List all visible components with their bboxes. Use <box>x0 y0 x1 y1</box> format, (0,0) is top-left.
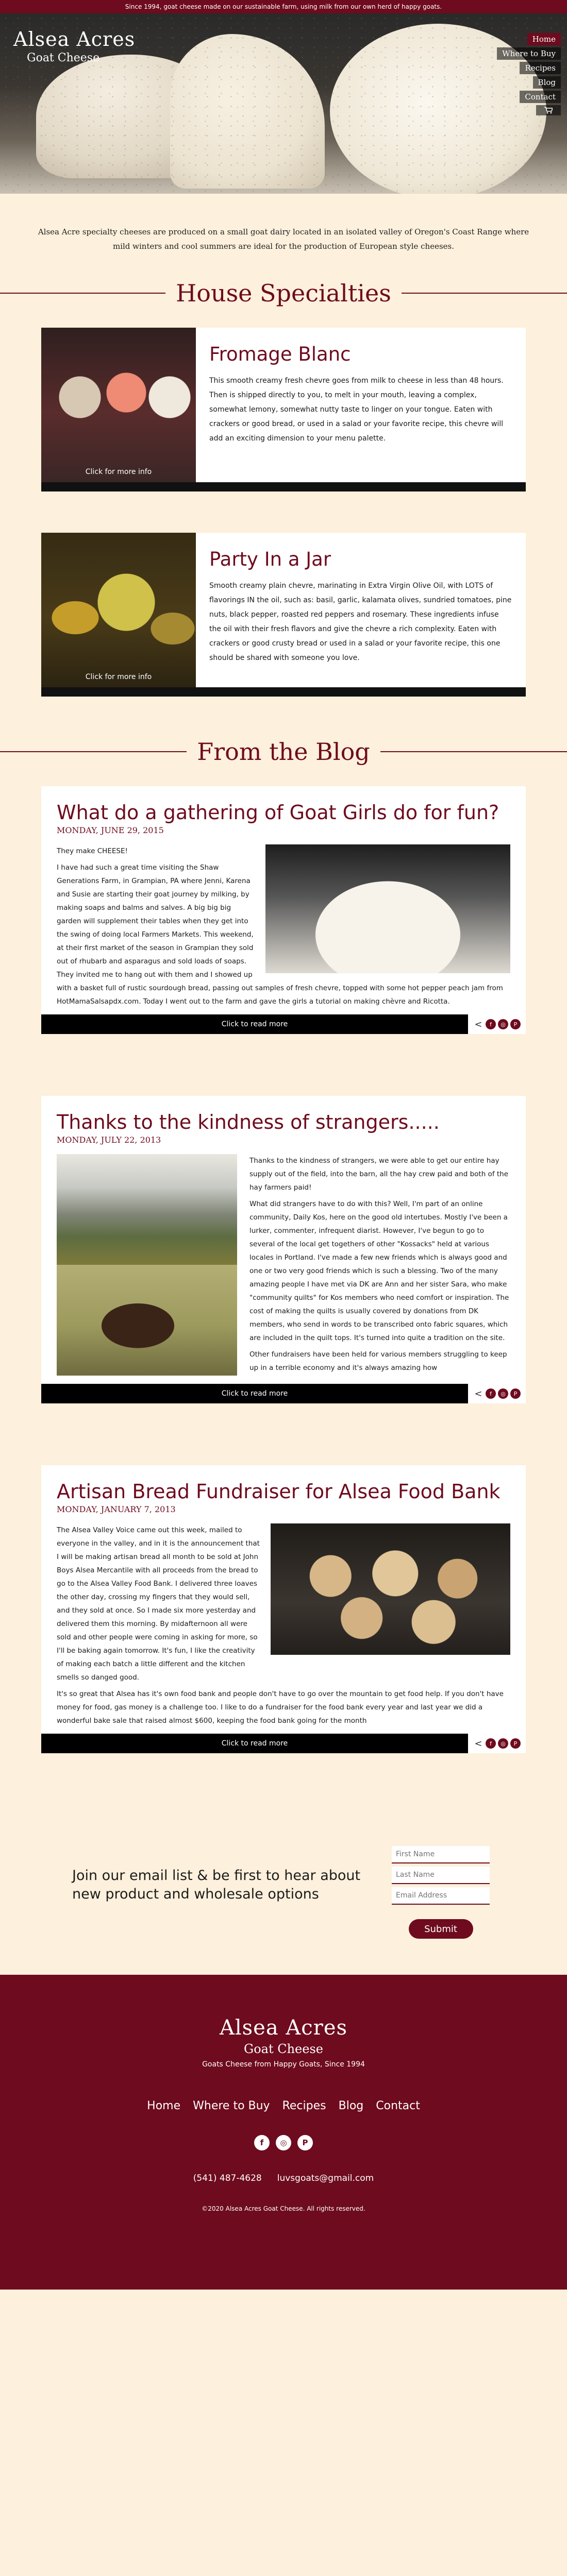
brand-logo[interactable] <box>13 28 135 64</box>
post-paragraph: They make CHEESE! <box>57 847 128 855</box>
post-date: MONDAY, JANUARY 7, 2013 <box>57 1504 176 1514</box>
specialty-card[interactable] <box>41 533 526 697</box>
blog-post <box>41 786 526 1034</box>
read-more-link[interactable]: Click to read more <box>221 1020 288 1028</box>
more-info-link[interactable]: Click for more info <box>85 468 152 476</box>
post-paragraph: Thanks to the kindness of strangers, we were able to get our entire hay supply out of the field, into the barn, all the hay crew paid and both of the hay farmers paid! <box>249 1157 509 1192</box>
intro-paragraph: Alsea Acre specialty cheeses are produced on a small goat dairy located in an isolated valley of Oregon's Coast Range where mild winters and cool summers are ideal for the production of European style cheeses. <box>38 227 529 251</box>
brand-name: Alsea Acres <box>13 28 136 50</box>
post-date: MONDAY, JULY 22, 2013 <box>57 1135 161 1145</box>
footer-tagline: Goats Cheese from Happy Goats, Since 1994 <box>202 2060 365 2069</box>
post-paragraph: It's so great that Alsea has it's own food bank and people don't have to go over the mountain to get food help. If you don't have money for food, gas money is a challenge too. I like to do a fundraiser for the food bank every year and last year we did a wonderful bake sale that raised almost $600, keeping the food bank going for the month <box>57 1690 504 1725</box>
post-body <box>57 1523 510 1731</box>
specialties-heading <box>0 279 567 307</box>
share-icons <box>468 1014 526 1034</box>
post-paragraph: What did strangers have to do with this? Well, I'm part of an online community, Daily Kos, here on the good old intertubes. Mostly I've been a lurker, commenter, infrequent diarist. However, I've begun to go to several of the local get togethers of other "Kossacks" held at various locales in Portland. I've made a few new friends which is always good and one or two very good friends which is such a blessing. Two of the many amazing people I have met via DK are Ann and her sister Sara, who make "community quilts" for Kos members who need comfort or inspiration. The cost of making the quilts is usually covered by donations from DK members, who send in words to be transcribed onto fabric squares, which are included in the quilt tops. It's turned into quite a tradition on the site. <box>249 1200 509 1342</box>
footer-nav-contact[interactable]: Contact <box>376 2099 420 2112</box>
post-title[interactable]: Thanks to the kindness of strangers..... <box>57 1111 440 1133</box>
footer-nav-where-to-buy[interactable]: Where to Buy <box>193 2099 270 2112</box>
pinterest-icon[interactable]: P <box>510 1388 521 1399</box>
instagram-icon[interactable]: ◎ <box>498 1388 508 1399</box>
hero-banner <box>0 13 567 194</box>
blog-heading <box>0 738 567 766</box>
instagram-icon[interactable]: ◎ <box>498 1738 508 1749</box>
instagram-icon[interactable]: ◎ <box>498 1019 508 1029</box>
post-images <box>57 1154 237 1376</box>
specialty-description: Smooth creamy plain chevre, marinating in Extra Virgin Olive Oil, with LOTS of flavorings IN the oil, such as: basil, garlic, kalamata olives, sundried tomatoes, pine nuts, black pepper, roasted red peppers and rosemary. These ingredients infuse the oil with their fresh flavors and give the chevre a rich complexity. Eaten with crackers or good crusty bread or used in a salad or your favorite recipe, this one should be shared with someone you love. <box>209 582 512 662</box>
footer-nav-blog[interactable]: Blog <box>338 2099 364 2112</box>
footer-brand-subtitle: Goat Cheese <box>244 2042 323 2056</box>
nav-recipes[interactable]: Recipes <box>520 62 561 74</box>
footer-social <box>0 2135 567 2150</box>
copyright: ©2020 Alsea Acres Goat Cheese. All rights reserved. <box>202 2205 365 2212</box>
party-in-a-jar-photo[interactable] <box>41 533 196 687</box>
pinterest-icon[interactable]: P <box>297 2135 313 2150</box>
footer-contact <box>0 2173 567 2183</box>
post-image-cheese <box>265 844 510 973</box>
post-image-landscape <box>57 1154 237 1265</box>
announcement-bar: Since 1994, goat cheese made on our sustainable farm, using milk from our own herd of happy goats. <box>0 0 567 13</box>
blog-post <box>41 1096 526 1403</box>
specialty-card[interactable] <box>41 328 526 492</box>
post-title[interactable]: Artisan Bread Fundraiser for Alsea Food Bank <box>57 1480 501 1503</box>
specialty-text <box>196 328 526 482</box>
share-icon[interactable]: < <box>474 1738 482 1749</box>
intro-text <box>0 194 567 274</box>
post-paragraph: The Alsea Valley Voice came out this week, mailed to everyone in the valley, and in it is the announcement that I will be making artisan bread all month to be sold at John Boys Alsea Mercantile with all proceeds from the bread to go to the Alsea Valley Food Bank. I delivered three loaves the other day, crossing my fingers that they would sell, and they sold at once. So I made six more yesterday and delivered them this morning. By midafternoon all were sold and other people were coming in asking for more, so I'll be baking again tomorrow. It's fun, I like the creativity of making each batch a little different and the kitchen smells so danged good. <box>57 1526 260 1682</box>
blog-post <box>41 1465 526 1753</box>
pinterest-icon[interactable]: P <box>510 1019 521 1029</box>
post-footer-bar <box>41 1384 526 1403</box>
email-input[interactable] <box>392 1887 490 1905</box>
share-icons <box>468 1734 526 1753</box>
share-icon[interactable]: < <box>474 1019 482 1030</box>
signup-form <box>392 1846 490 1939</box>
footer-email[interactable]: luvsgoats@gmail.com <box>277 2173 374 2183</box>
footer-phone[interactable]: (541) 487-4628 <box>193 2173 262 2183</box>
fromage-blanc-photo[interactable] <box>41 328 196 482</box>
footer-nav <box>0 2099 567 2112</box>
post-body <box>57 1154 510 1381</box>
footer-nav-home[interactable]: Home <box>147 2099 181 2112</box>
more-info-link[interactable]: Click for more info <box>85 673 152 681</box>
submit-button[interactable]: Submit <box>409 1919 473 1939</box>
pinterest-icon[interactable]: P <box>510 1738 521 1749</box>
site-footer <box>0 1975 567 2290</box>
post-footer-bar <box>41 1014 526 1034</box>
specialty-title[interactable]: Fromage Blanc <box>209 343 351 365</box>
read-more-link[interactable]: Click to read more <box>221 1739 288 1748</box>
nav-where-to-buy[interactable]: Where to Buy <box>497 47 561 60</box>
post-footer-bar <box>41 1734 526 1753</box>
post-image-goat <box>57 1265 237 1376</box>
post-paragraph: Other fundraisers have been held for various members struggling to keep up in a terrible economy and it's always amazing how <box>249 1350 507 1372</box>
signup-heading: Join our email list & be first to hear about new product and wholesale options <box>72 1868 361 1902</box>
last-name-input[interactable] <box>392 1867 490 1884</box>
post-date: MONDAY, JUNE 29, 2015 <box>57 825 164 835</box>
specialty-title[interactable]: Party In a Jar <box>209 548 331 570</box>
email-signup <box>0 1815 567 1975</box>
facebook-icon[interactable]: f <box>486 1738 496 1749</box>
share-icons <box>468 1384 526 1403</box>
post-image-bread <box>271 1523 510 1655</box>
nav-blog[interactable]: Blog <box>533 76 561 89</box>
facebook-icon[interactable]: f <box>486 1019 496 1029</box>
post-body <box>57 844 510 1011</box>
blog-heading-text: From the Blog <box>197 738 370 766</box>
post-title[interactable]: What do a gathering of Goat Girls do for fun? <box>57 801 499 824</box>
facebook-icon[interactable]: f <box>486 1388 496 1399</box>
first-name-input[interactable] <box>392 1846 490 1863</box>
footer-brand-name: Alsea Acres <box>219 2016 348 2040</box>
footer-nav-recipes[interactable]: Recipes <box>282 2099 326 2112</box>
post-paragraph: I have had such a great time visiting the Shaw Generations Farm, in Grampian, PA where Jenni, Karena and Susie are starting their goat journey by milking, by making soaps and balms and salves. A big big big garden will supplement their tables when they get into the swing of doing local Farmers Markets. This weekend, at their first market of the season in Grampian they sold out of rhubarb and asparagus and sold loads of soaps. They invited me to hang out with them and I showed up with a basket full of rustic sourdough bread, passing out samples of fresh chevre, topped with some hot pepper peach jam from HotMamaSalsapdx.com. Today I went out to the farm and gave the girls a tutorial on making chèvre and Ricotta. <box>57 863 503 1006</box>
share-icon[interactable]: < <box>474 1388 482 1399</box>
specialty-text <box>196 533 526 687</box>
specialty-description: This smooth creamy fresh chevre goes from milk to cheese in less than 48 hours. Then is shipped directly to you, to melt in your mouth, leaving a complex, somewhat lemony, somewhat nutty taste to linger on your tongue. Eaten with crackers or good bread, or used in a salad or your favorite recipe, this chevre will add an exciting dimension to your menu palette. <box>209 377 504 443</box>
brand-subtitle: Goat Cheese <box>27 52 100 64</box>
main-nav <box>497 33 561 115</box>
nav-contact[interactable]: Contact <box>520 91 561 103</box>
nav-home[interactable]: Home <box>527 33 561 45</box>
specialties-heading-text: House Specialties <box>176 279 391 307</box>
facebook-icon[interactable]: f <box>254 2135 270 2150</box>
cart-icon[interactable] <box>536 105 561 115</box>
read-more-link[interactable]: Click to read more <box>221 1389 288 1398</box>
instagram-icon[interactable]: ◎ <box>276 2135 291 2150</box>
